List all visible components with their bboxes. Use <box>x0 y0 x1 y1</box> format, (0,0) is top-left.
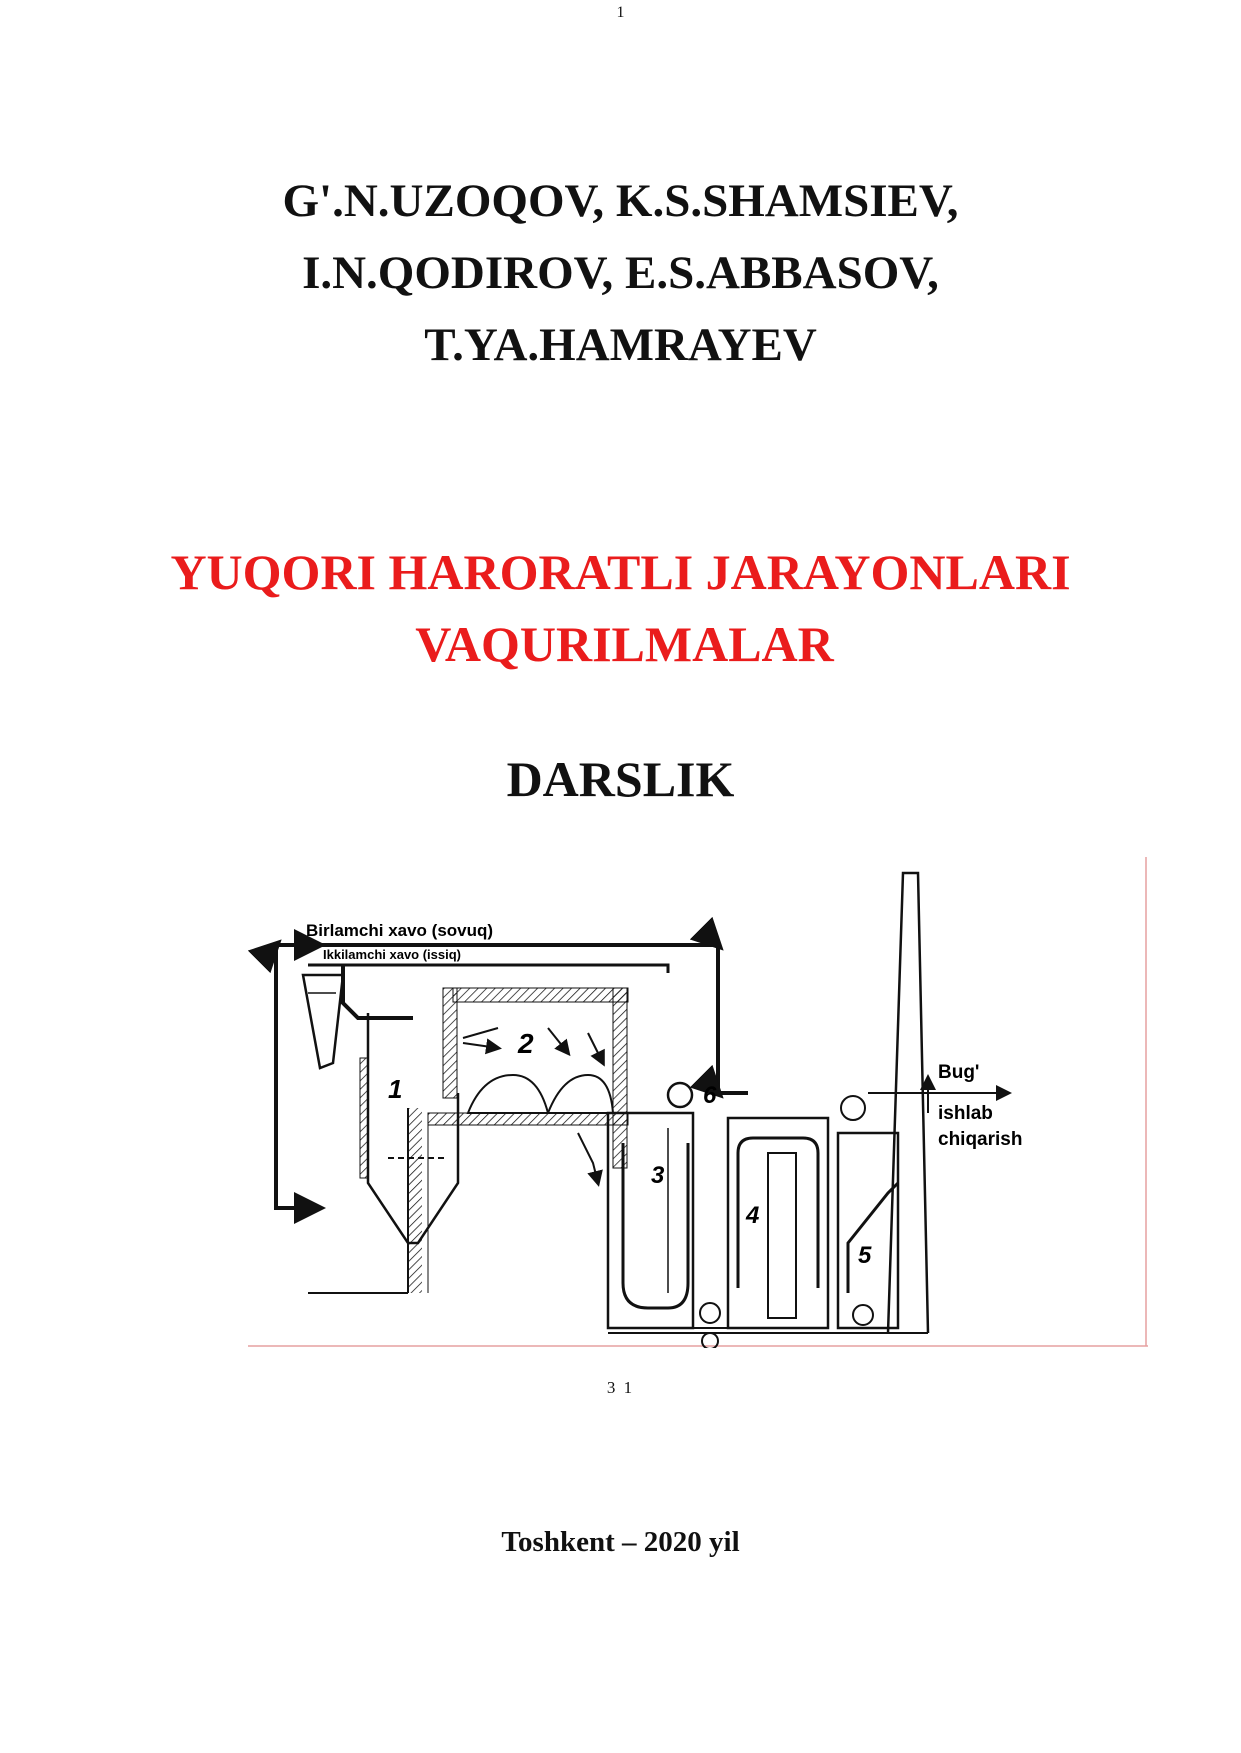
air-return-duct <box>276 1133 318 1208</box>
label-1: 1 <box>388 1074 403 1104</box>
title-line-1: YUQORI HARORATLI JARAYONLARI <box>170 544 1071 600</box>
label-6: 6 <box>703 1082 717 1109</box>
book-title <box>0 536 1241 680</box>
chamber-wall <box>613 988 627 1168</box>
process-diagram <box>248 853 1148 1348</box>
heater-arch-1 <box>468 1075 548 1113</box>
book-type: DARSLIK <box>506 751 735 807</box>
process-diagram-svg <box>248 853 1148 1348</box>
label-primary-air: Birlamchi xavo (sovuq) <box>306 921 494 940</box>
chamber-roof <box>453 988 628 1002</box>
label-3: 3 <box>651 1162 665 1189</box>
page-number: 1 <box>616 4 625 21</box>
title-line-2: VAQURILMALAR <box>415 616 834 672</box>
label-production-2: chiqarish <box>938 1129 1023 1150</box>
primary-air-duct <box>276 945 748 1138</box>
fan-6 <box>668 1083 692 1107</box>
footer-place-year: Toshkent – 2020 yil <box>501 1526 740 1558</box>
pump-circle <box>700 1303 720 1323</box>
label-secondary-air: Ikkilamchi xavo (issiq) <box>323 947 462 962</box>
secondary-air-duct <box>308 965 668 973</box>
label-2: 2 <box>518 1028 534 1059</box>
label-4: 4 <box>746 1202 760 1229</box>
author-line: I.N.QODIROV, E.S.ABBASOV, <box>302 247 939 299</box>
furnace-wall <box>443 988 457 1098</box>
author-line: G'.N.UZOQOV, K.S.SHAMSIEV, <box>282 175 959 227</box>
fuel-hopper <box>303 975 343 1068</box>
chimney <box>888 873 928 1333</box>
label-production-1: ishlab <box>938 1103 993 1124</box>
secondary-air-feed <box>343 965 413 1018</box>
label-steam: Bug' <box>938 1062 980 1083</box>
figure-number: 3 1 <box>606 1378 635 1397</box>
authors-block <box>0 165 1241 381</box>
boiler-4 <box>728 1118 828 1328</box>
heater-arch-2 <box>548 1075 613 1113</box>
chamber-floor <box>428 1113 628 1125</box>
drum <box>841 1096 865 1120</box>
label-5: 5 <box>858 1242 872 1269</box>
author-line: T.YA.HAMRAYEV <box>424 319 817 371</box>
